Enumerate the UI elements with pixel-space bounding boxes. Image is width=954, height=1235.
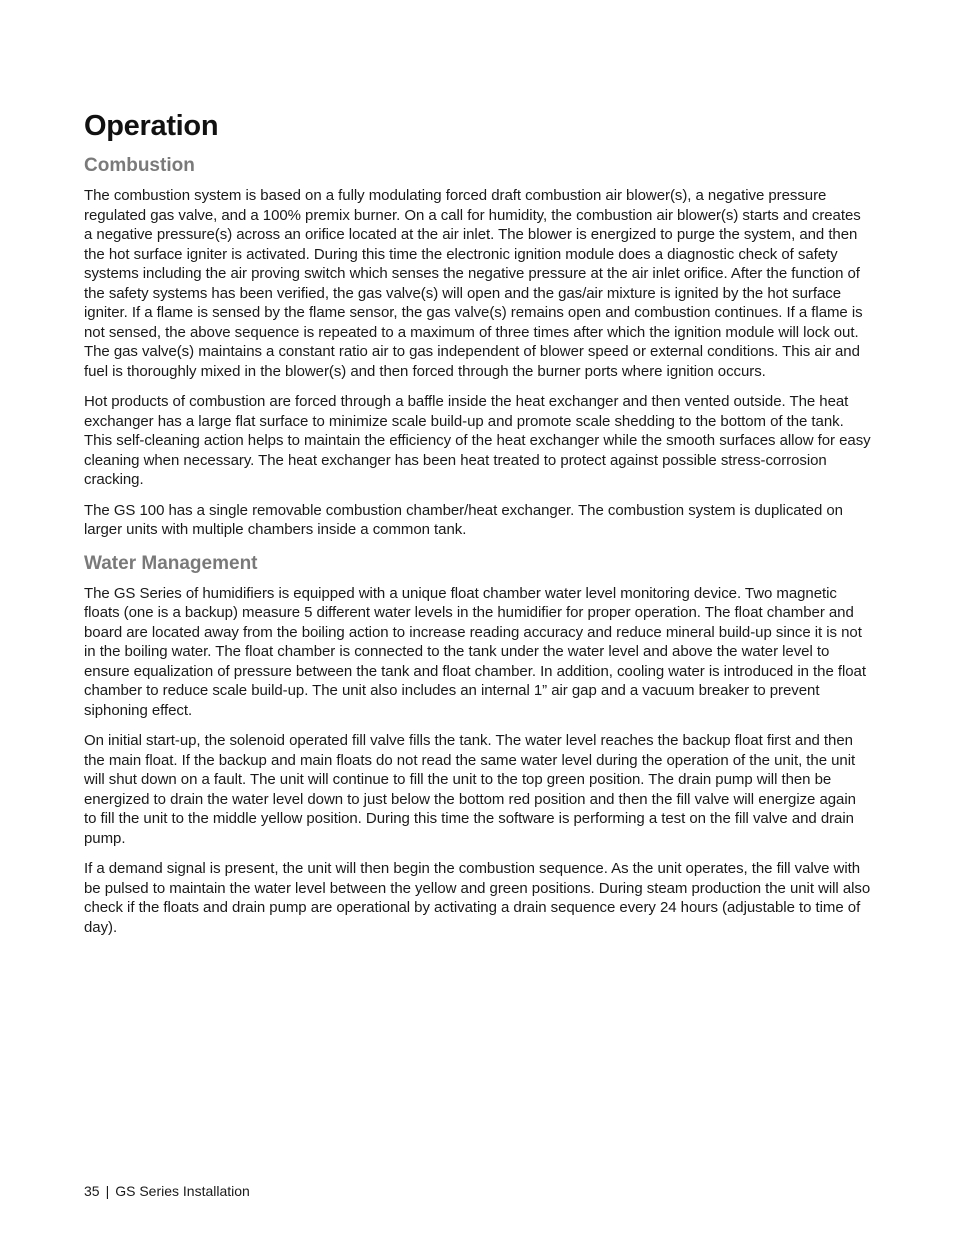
section-water-management (84, 552, 872, 938)
footer-separator: | (105, 1183, 110, 1199)
section-heading: Combustion (84, 155, 195, 176)
paragraph: The combustion system is based on a fully modulating forced draft combustion air blower(s), a negative pressure regulated gas valve, and a 100% premix burner. On a call for humidity, the combustion air blower(s) starts and creates a negative pressure(s) across an orifice located at the air inlet. The blower is energized to purge the system, and then the hot surface igniter is activated. During this time the electronic ignition module does a diagnostic check of safety systems including the air proving switch which senses the negative pressure at the air inlet orifice. After the function of the safety systems has been verified, the gas valve(s) will open and the gas/air mixture is ignited by the hot surface igniter. If a flame is sensed by the flame sensor, the gas valve(s) remains open and combustion continues. If a flame is not sensed, the above sequence is repeated to a maximum of three times after which the ignition module will lock out. The gas valve(s) maintains a constant ratio air to gas independent of blower speed or external conditions. This air and fuel is thoroughly mixed in the blower(s) and then forced through the burner ports where ignition occurs. (84, 187, 863, 380)
paragraph: The GS 100 has a single removable combustion chamber/heat exchanger. The combustion system is duplicated on larger units with multiple chambers inside a common tank. (84, 501, 843, 538)
document-page (84, 108, 872, 948)
page-footer (84, 1182, 250, 1200)
page-title: Operation (84, 110, 219, 142)
section-heading: Water Management (84, 552, 258, 574)
paragraph: Hot products of combustion are forced through a baffle inside the heat exchanger and then vented outside. The heat exchanger has a large flat surface to minimize scale build-up and promote scale shedding to the bottom of the tank. This self-cleaning action helps to maintain the efficiency of the heat exchanger while the smooth surfaces allow for easy cleaning when necessary. The heat exchanger has been heat treated to protect against possible stress-corrosion cracking. (84, 393, 871, 488)
footer-doc-name: GS Series Installation (115, 1183, 250, 1199)
paragraph: The GS Series of humidifiers is equipped with a unique float chamber water level monitoring device. Two magnetic floats (one is a backup) measure 5 different water levels in the humidifier for proper operation. The float chamber and board are located away from the boiling action to increase reading accuracy and reduce mineral build-up since it is not in the boiling water. The float chamber is connected to the tank under the water level and above the water level to ensure equalization of pressure between the tank and float chamber. In addition, cooling water is introduced in the float chamber to reduce scale build-up. The unit also includes an internal 1” air gap and a vacuum breaker to prevent siphoning effect. (84, 584, 866, 719)
section-combustion (84, 154, 872, 540)
page-number: 35 (84, 1183, 100, 1199)
paragraph: On initial start-up, the solenoid operated fill valve fills the tank. The water level reaches the backup float first and then the main float. If the backup and main floats do not read the same water level during the operation of the unit, the unit will shut down on a fault. The unit will continue to fill the unit to the top green position. The drain pump will then be energized to drain the water level down to just below the bottom red position and then the fill valve will energize again to fill the unit to the middle yellow position. During this time the software is performing a test on the fill valve and drain pump. (84, 732, 856, 847)
paragraph: If a demand signal is present, the unit will then begin the combustion sequence. As the unit operates, the fill valve with be pulsed to maintain the water level between the yellow and green positions. During steam production the unit will also check if the floats and drain pump are operational by activating a drain sequence every 24 hours (adjustable to time of day). (84, 860, 871, 936)
